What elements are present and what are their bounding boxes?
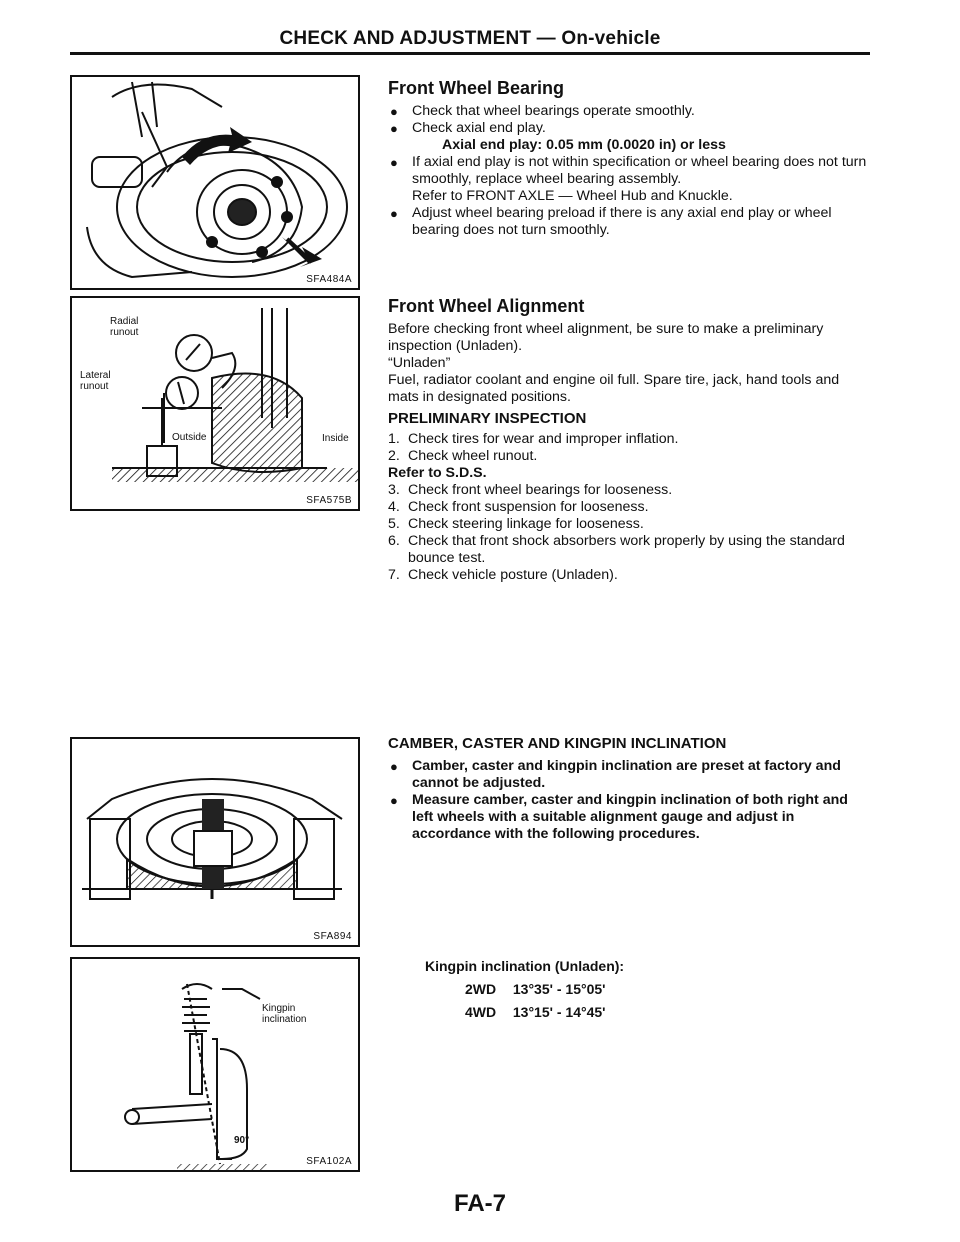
unladen-definition: Fuel, radiator coolant and engine oil full. Spare tire, jack, hand tools and mats in designated positions. (388, 372, 840, 405)
figure-wheel-hub (70, 75, 360, 290)
bullet-bearing-1: ● Check that wheel bearings operate smoothly. (388, 103, 870, 120)
label-lateral-runout: Lateral runout (80, 370, 111, 392)
refer-sds: Refer to S.D.S. (388, 465, 487, 481)
figure-code: SFA894 (313, 931, 352, 942)
kingpin-spec-value: 13°35' - 15°05' (512, 981, 606, 997)
figure-runout-gauge (70, 296, 360, 511)
step-text: Check wheel runout. (408, 448, 538, 464)
label-outside: Outside (172, 432, 207, 443)
step-text: Check that front shock absorbers work properly by using the standard bounce test. (408, 533, 845, 566)
figure-code: SFA484A (306, 274, 352, 285)
kingpin-spec-title: Kingpin inclination (Unladen): (425, 958, 625, 974)
step-number: 4. (388, 499, 400, 515)
bullet-bearing-4: ● Adjust wheel bearing preload if there is any axial end play or wheel bearing does not turn smoothly. (388, 205, 870, 239)
step-number: 6. (388, 533, 400, 549)
label-90-degrees: 90° (234, 1135, 250, 1146)
step-text: Check front wheel bearings for looseness. (408, 482, 673, 498)
bullet-bearing-2: ● Check axial end play. (388, 120, 870, 137)
figure-code: SFA102A (306, 1156, 352, 1167)
kingpin-spec-label: 2WD (465, 981, 497, 997)
label-inside: Inside (322, 433, 349, 444)
step-text: Check steering linkage for looseness. (408, 516, 644, 532)
heading-preliminary-inspection: PRELIMINARY INSPECTION (388, 410, 587, 427)
heading-front-wheel-alignment: Front Wheel Alignment (388, 296, 585, 316)
unladen-label: “Unladen” (388, 355, 451, 371)
page-header-title: CHECK AND ADJUSTMENT — On-vehicle (279, 28, 661, 49)
figure-code: SFA575B (306, 495, 352, 506)
step-item (388, 431, 870, 448)
bullet-bearing-3: ● If axial end play is not within specification or wheel bearing does not turn smoothly, replace wheel bearing assembly. (388, 154, 870, 188)
kingpin-spec-value: 13°15' - 14°45' (512, 1004, 606, 1020)
heading-camber-caster-kingpin: CAMBER, CASTER AND KINGPIN INCLINATION (388, 735, 727, 752)
step-item (388, 448, 870, 465)
kingpin-illustration (72, 959, 358, 1170)
step-number: 3. (388, 482, 400, 498)
heading-front-wheel-bearing: Front Wheel Bearing (388, 78, 565, 98)
wheel-hub-illustration (72, 77, 358, 288)
bearing-refer-line: Refer to FRONT AXLE — Wheel Hub and Knuckle. (412, 188, 733, 204)
section-camber-caster-kingpin (388, 735, 870, 843)
kingpin-spec-row (425, 1001, 624, 1024)
figure-wheel-on-stand (70, 737, 360, 947)
step-item (388, 499, 870, 516)
step-item (388, 533, 870, 567)
kingpin-spec-row (425, 978, 624, 1001)
step-item (388, 516, 870, 533)
step-text: Check tires for wear and improper inflation. (408, 431, 679, 447)
label-radial-runout: Radial runout (110, 316, 139, 338)
header-rule (70, 52, 870, 55)
step-number: 1. (388, 431, 400, 447)
page-number: FA-7 (453, 1190, 506, 1217)
step-number: 2. (388, 448, 400, 464)
label-kingpin-inclination: Kingpin inclination (262, 1003, 307, 1025)
spec-axial-end-play: Axial end play: 0.05 mm (0.0020 in) or less (442, 137, 726, 153)
step-text: Check front suspension for looseness. (408, 499, 649, 515)
step-number: 7. (388, 567, 400, 583)
section-front-wheel-bearing (388, 80, 870, 239)
kingpin-spec (425, 955, 624, 1024)
wheel-stand-illustration (72, 739, 358, 945)
step-text: Check vehicle posture (Unladen). (408, 567, 618, 583)
bullet-camber-1: ● Camber, caster and kingpin inclination are preset at factory and cannot be adjusted. (388, 758, 870, 792)
section-front-wheel-alignment (388, 298, 870, 584)
alignment-intro: Before checking front wheel alignment, be sure to make a preliminary inspection (Unladen). (388, 321, 824, 354)
step-item (388, 482, 870, 499)
kingpin-spec-label: 4WD (465, 1004, 497, 1020)
bullet-camber-2: ● Measure camber, caster and kingpin inclination of both right and left wheels with a suitable alignment gauge and adjust in accordance with the following procedures. (388, 792, 870, 843)
figure-kingpin-inclination (70, 957, 360, 1172)
step-number: 5. (388, 516, 400, 532)
step-item (388, 567, 870, 584)
